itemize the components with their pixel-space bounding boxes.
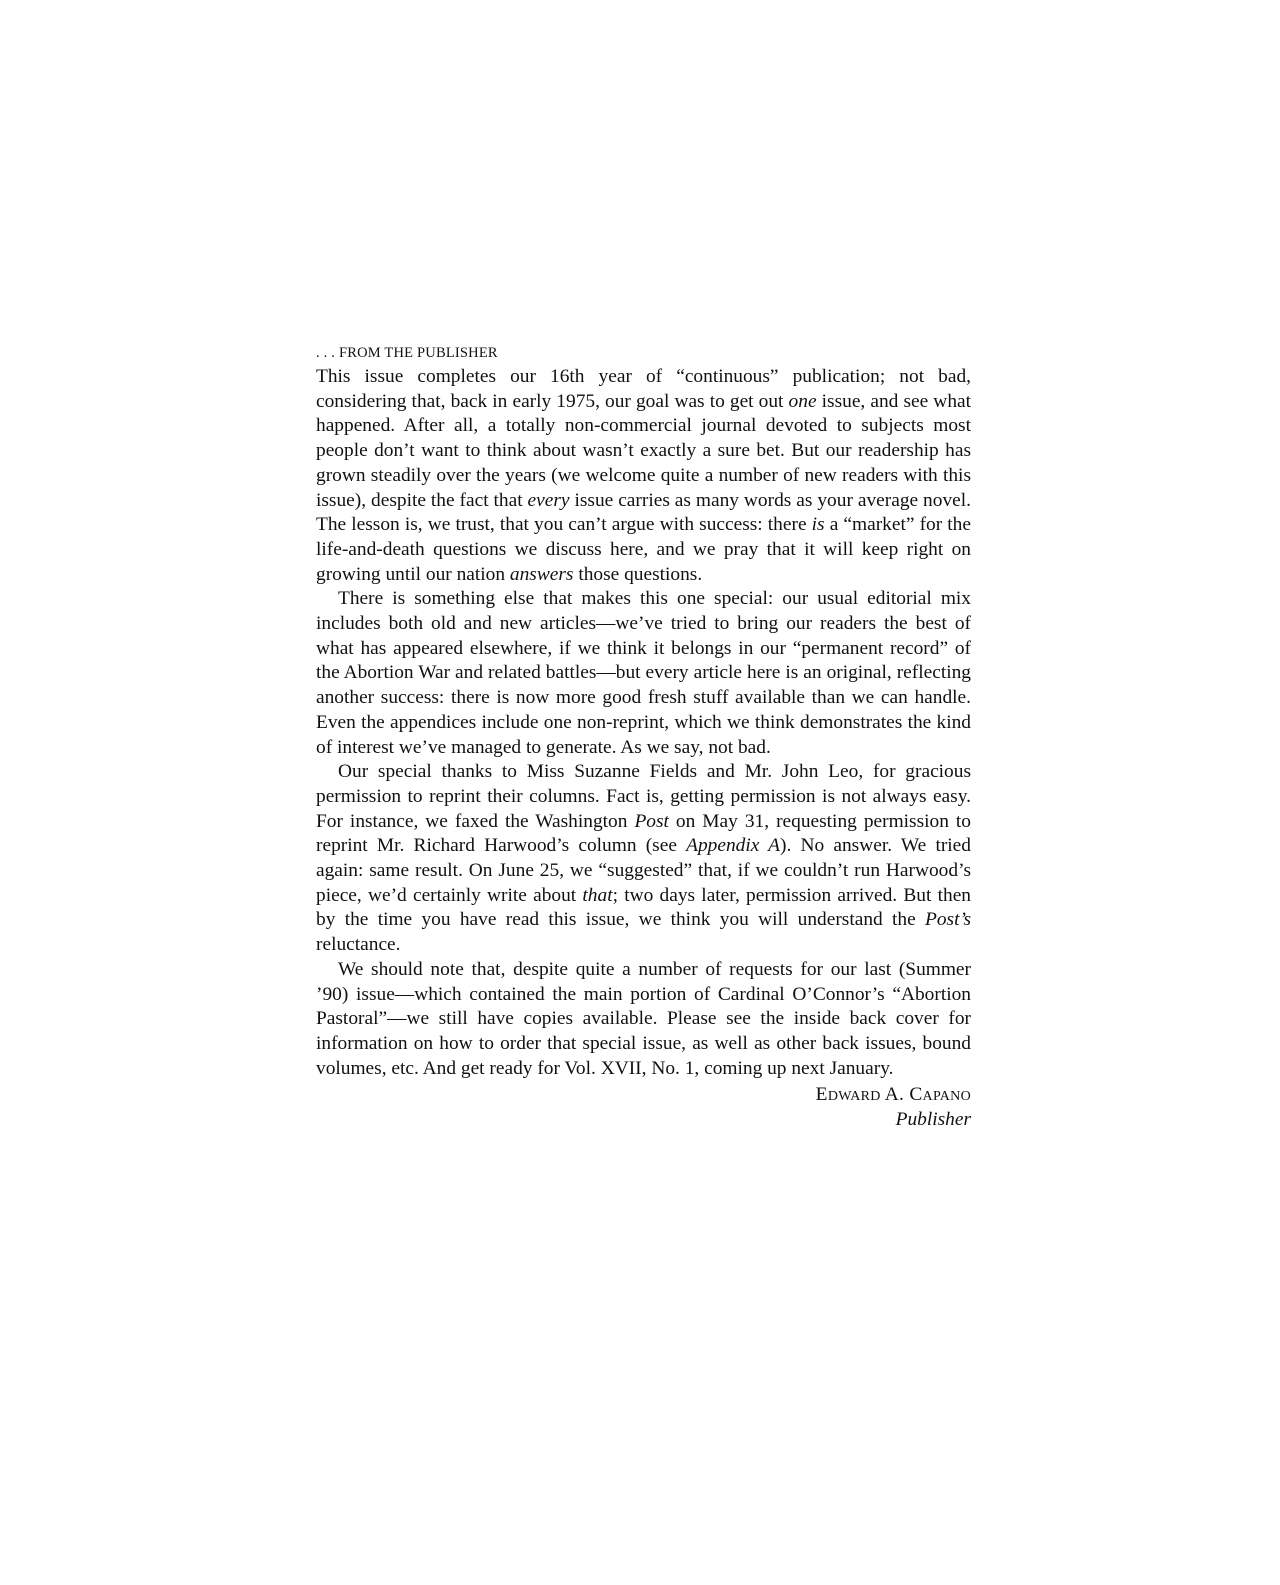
text-run: Our special thanks to Miss Suzanne Fields and Mr. John Leo, for gracious permission to reprint their columns. Fact is, getting permission is not always easy. For instance, we faxed the Washington: [316, 761, 971, 832]
signature-block: [316, 1083, 971, 1132]
text-run: issue carries as many words as your average novel. The lesson is, we trust, that you can’t argue with success: there: [316, 489, 971, 536]
emphasis-text: answers: [509, 563, 574, 585]
body-text: [316, 365, 971, 1081]
text-run: This issue completes our 16th year of “continuous” publication; not bad, considering that, back in early 1975, our goal was to get out: [316, 366, 971, 412]
text-run: those questions.: [573, 563, 703, 585]
emphasis-text: one: [788, 390, 817, 412]
emphasis-text: Post: [634, 810, 669, 832]
text-run: We should note that, despite quite a number of requests for our last (Summer ’90) issue—which contained the main portion of Cardinal O’Connor’s “Abortion Pastoral”—we still have copies available. Please see the inside back cover for information on how to order that special issue, as well as other back issues, bound volumes, etc. And get ready for Vol. XVII, No. 1, coming up next January.: [316, 958, 971, 1079]
paragraph-3: [316, 760, 971, 958]
paragraph-1: [316, 365, 971, 587]
emphasis-text: that: [582, 884, 613, 906]
emphasis-text: every: [527, 489, 570, 511]
text-run: issue, and see what happened. After all, a totally non-commercial journal devoted to subjects most people don’t want to think about wasn’t exactly a sure bet. But our readership has grown steadily over the years (we welcome quite a number of new readers with this issue), despite the fact that: [316, 390, 972, 511]
text-run: ; two days later, permission arrived. But then by the time you have read this issue, we think you will understand the: [316, 884, 971, 931]
publisher-note: [316, 343, 971, 1133]
text-run: a “market” for the life-and-death questions we discuss here, and we pray that it will keep right on growing until our nation: [316, 514, 971, 585]
emphasis-text: Post’s: [925, 909, 971, 931]
text-run: There is something else that makes this one special: our usual editorial mix includes both old and new articles—we’ve tried to bring our readers the best of what has appeared elsewhere, if we think it belongs in our “permanent record” of the Abortion War and related battles—but every article here is an original, reflecting another success: there is now more good fresh stuff available than we can handle. Even the appendices include one non-reprint, which we think demonstrates the kind of interest we’ve managed to generate. As we say, not bad.: [316, 588, 971, 758]
text-run: reluctance.: [316, 934, 401, 956]
publisher-title: Publisher: [895, 1109, 971, 1131]
emphasis-text: is: [811, 514, 825, 536]
paragraph-2: [316, 587, 971, 760]
section-heading: . . . FROM THE PUBLISHER: [316, 345, 498, 361]
paragraph-4: [316, 958, 971, 1082]
text-run: on May 31, requesting permission to reprint Mr. Richard Harwood’s column (see: [316, 810, 972, 857]
text-run: ). No answer. We tried again: same result. On June 25, we “suggested” that, if we couldn’t run Harwood’s piece, we’d certainly write about: [316, 835, 971, 906]
publisher-name: Edward A. Capano: [815, 1084, 971, 1106]
emphasis-text: Appendix A: [686, 835, 781, 857]
